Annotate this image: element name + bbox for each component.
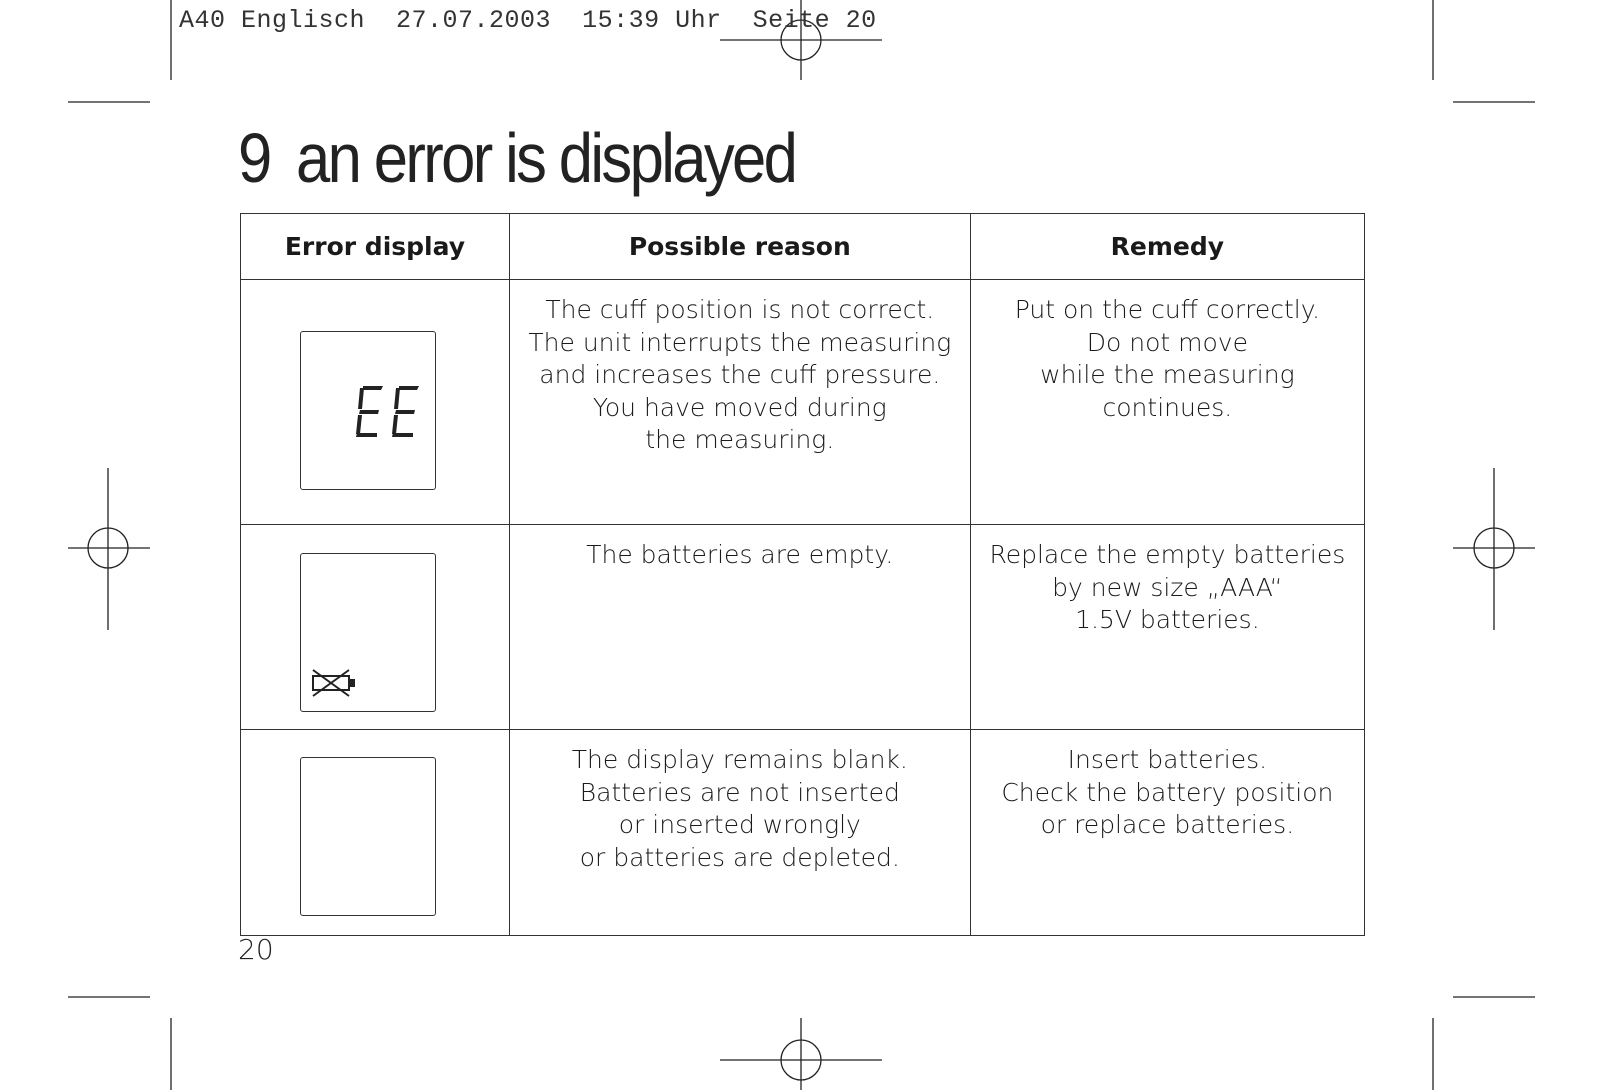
error-display-cell bbox=[241, 280, 510, 525]
section-number: 9 bbox=[238, 119, 270, 197]
table-row bbox=[241, 525, 1365, 730]
remedy-cell: Replace the empty batteries by new size „AAA“ 1.5V batteries. bbox=[970, 525, 1364, 730]
remedy-cell: Put on the cuff correctly. Do not move while the measuring continues. bbox=[970, 280, 1364, 525]
blank-display bbox=[300, 757, 436, 916]
page-number: 20 bbox=[238, 933, 274, 966]
print-slug: A40 Englisch 27.07.2003 15:39 Uhr Seite 20 bbox=[179, 6, 877, 35]
ee-segment-icon bbox=[355, 384, 425, 440]
empty-battery-icon bbox=[311, 669, 359, 697]
error-display-cell bbox=[241, 730, 510, 936]
error-table bbox=[240, 213, 1365, 936]
header-remedy: Remedy bbox=[970, 214, 1364, 280]
table-header-row bbox=[241, 214, 1365, 280]
reason-cell: The cuff position is not correct. The unit interrupts the measuring and increases the cuff pressure. You have moved during the measuring. bbox=[509, 280, 970, 525]
section-title: an error is displayed bbox=[296, 119, 796, 197]
header-possible-reason: Possible reason bbox=[509, 214, 970, 280]
page-title bbox=[238, 118, 795, 198]
table-row bbox=[241, 280, 1365, 525]
header-error-display: Error display bbox=[241, 214, 510, 280]
reason-cell: The display remains blank. Batteries are not inserted or inserted wrongly or batteries are depleted. bbox=[509, 730, 970, 936]
remedy-cell: Insert batteries. Check the battery position or replace batteries. bbox=[970, 730, 1364, 936]
reason-cell: The batteries are empty. bbox=[509, 525, 970, 730]
table-row bbox=[241, 730, 1365, 936]
error-display-cell bbox=[241, 525, 510, 730]
lcd-display bbox=[300, 331, 436, 490]
lcd-display bbox=[300, 553, 436, 712]
